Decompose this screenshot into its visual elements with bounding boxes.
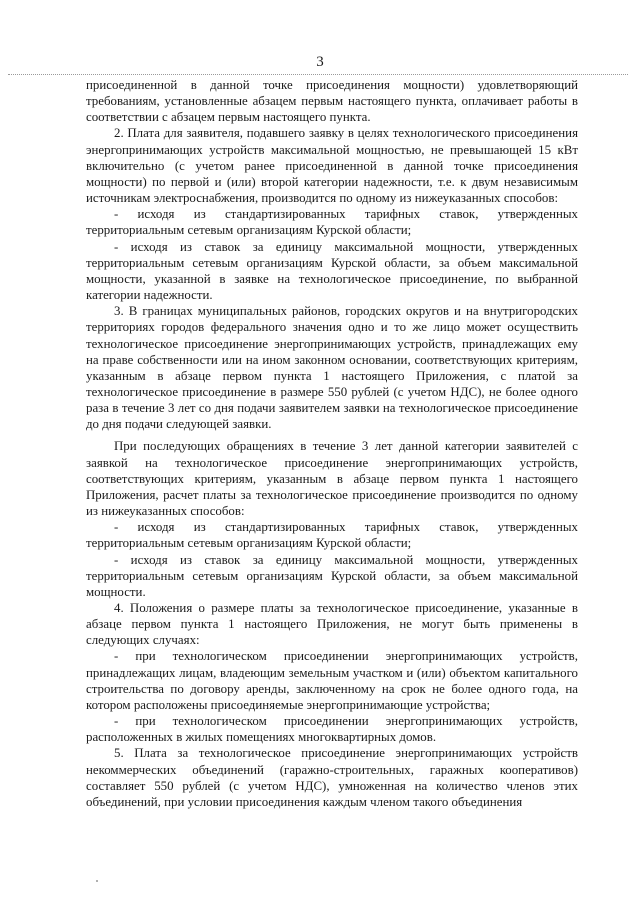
paragraph-item-4-case-2: - при технологическом присоединении энергопринимающих устройств, расположенных в жилых помещениях многоквартирных домов. <box>86 714 578 745</box>
paragraph-item-3-option-2: - исходя из ставок за единицу максимальной мощности, утвержденных территориальным сетевым организациям Курской области, за объем максимальной мощности. <box>86 552 578 599</box>
paragraph-item-4-case-1: - при технологическом присоединении энергопринимающих устройств, принадлежащих лицам, владеющим земельным участком и (или) объектом капитального строительства по договору аренды, заключенному на срок не более одного года, на котором расположены присоединяемые энергопринимающие устройства; <box>86 649 578 712</box>
page-number: 3 <box>316 54 324 70</box>
paragraph-item-2: 2. Плата для заявителя, подавшего заявку в целях технологического присоединения энергопринимающих устройств максимальной мощностью, не превышающей 15 кВт включительно (с учетом ранее присоединенной в данной точке присоединения мощности) по первой и (или) второй категории надежности, т.е. к двум независимым источникам электроснабжения, производится по одному из нижеуказанных способов: <box>86 126 578 206</box>
paragraph-item-2-option-2: - исходя из ставок за единицу максимальной мощности, утвержденных территориальным сетевым организациям Курской области, за объем максимальной мощности, указанной в заявке на технологическое присоединение, по выбранной категории надежности. <box>86 239 578 303</box>
paragraph-item-3: 3. В границах муниципальных районов, городских округов и на внутригородских территориях городов федерального значения одно и то же лицо может осуществить технологическое присоединение энергопринимающих устройств, принадлежащих ему на праве собственности или на ином законном основании, соответствующих критериям, указанным в абзаце первом пункта 1 настоящего Приложения, с платой за технологическое присоединение в размере 550 рублей (с учетом НДС), не более одного раза в течение 3 лет со дня подачи заявителем заявки на технологическое присоединение до дня подачи следующей заявки. <box>86 304 578 432</box>
paragraph-item-4: 4. Положения о размере платы за технологическое присоединение, указанные в абзаце первом пункта 1 настоящего Приложения, не могут быть применены в следующих случаях: <box>86 601 578 648</box>
paragraph-continuation: присоединенной в данной точке присоединения мощности) удовлетворяющий требованиям, установленные абзацем первым настоящего пункта, оплачивает работы в соответствии с абзацем первым настоящего пункта. <box>86 78 578 125</box>
document-body <box>86 77 578 810</box>
paragraph-item-5: 5. Плата за технологическое присоединение энергопринимающих устройств некоммерческих объединений (гаражно-строительных, гаражных кооперативов) составляет 550 рублей (с учетом НДС), умноженная на количество членов этих объединений, при условии присоединения каждым членом такого объединения <box>86 746 578 809</box>
paragraph-item-2-option-1: - исходя из стандартизированных тарифных ставок, утвержденных территориальным сетевым организациям Курской области; <box>86 207 578 238</box>
paragraph-item-3-subsequent: При последующих обращениях в течение 3 лет данной категории заявителей с заявкой на технологическое присоединение энергопринимающих устройств, соответствующих критериям, указанным в абзаце первом пункта 1 настоящего Приложения, расчет платы за технологическое присоединение производится по одному из нижеуказанных способов: <box>86 439 578 519</box>
scan-artifact <box>96 880 98 882</box>
header-divider <box>8 74 628 75</box>
paragraph-item-3-option-1: - исходя из стандартизированных тарифных ставок, утвержденных территориальным сетевым организациям Курской области; <box>86 520 578 551</box>
